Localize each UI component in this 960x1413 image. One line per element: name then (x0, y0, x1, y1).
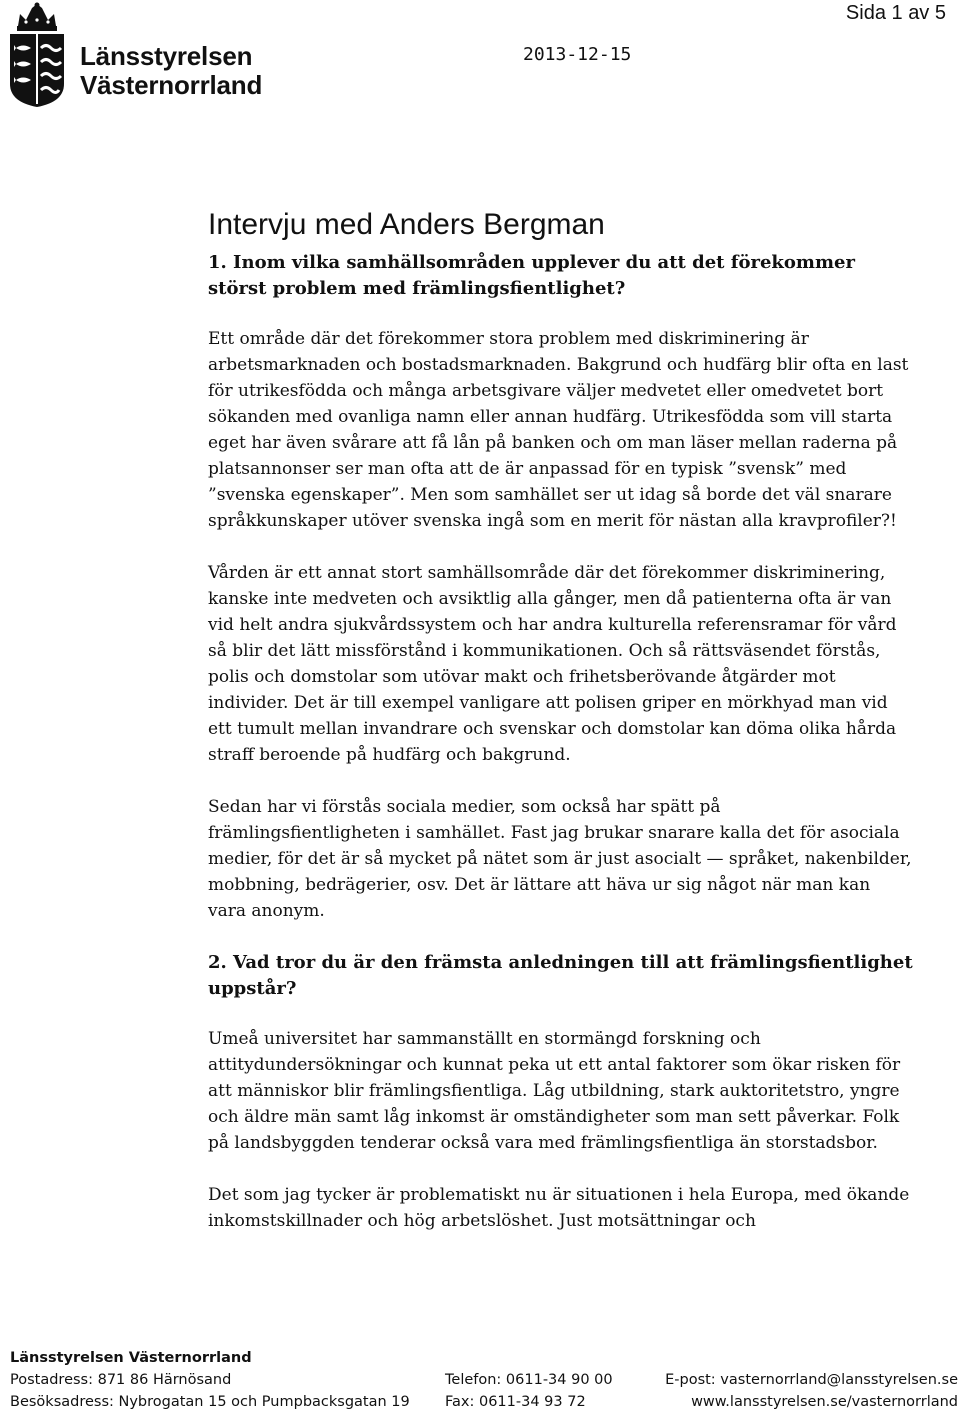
paragraph-3: Sedan har vi förstås sociala medier, som också har spätt på främlingsfientligheten i samhället. Fast jag brukar snarare kalla det för asociala medier, för det är så mycket på nätet som är just asocialt — språket, nakenbilder, mobbning, bedrägerier, osv. Det är lättare att häva ur sig något när man kan vara anonym. (208, 797, 912, 921)
paragraph-2: Vården är ett annat stort samhällsområde där det förekommer diskriminering, kanske inte medveten och avsiktlig alla gånger, men då patienterna ofta är van vid helt andra sjukvårdssystem och har andra kulturella referensramar för vård så blir det lätt missförstånd i kommunikationen. Och så rättsväsendet förstås, polis och domstolar som utövar makt och frihetsberövande åtgärder mot individer. Det är till exempel vanligare att polisen griper en mörkhyad man vid ett tumult mellan invandrare och svenskar och domstolar kan döma olika hårda straff beroende på hudfärg och bakgrund. (208, 563, 897, 765)
footer-org: Länsstyrelsen Västernorrland (10, 1350, 252, 1366)
document-body (208, 200, 913, 1260)
page-title: Intervju med Anders Bergman (208, 208, 605, 241)
question-1: 1. Inom vilka samhällsområden upplever du att det förekommer störst problem med främlingsfientlighet? (208, 252, 855, 299)
org-name-line1: Länsstyrelsen (80, 41, 253, 71)
org-name-line2: Västernorrland (80, 70, 263, 100)
footer-postal-address: Postadress: 871 86 Härnösand (10, 1372, 232, 1388)
page-footer (10, 1347, 960, 1410)
paragraph-1: Ett område där det förekommer stora problem med diskriminering är arbetsmarknaden och bostadsmarknaden. Bakgrund och hudfärg blir ofta en last för utrikesfödda och många arbetsgivare väljer medvetet eller omedvetet bort sökanden med ovanliga namn eller annan hudfärg. Utrikesfödda som vill starta eget har även svårare att få lån på banken och om man läser mellan raderna på platsannonser ser man ofta att de är anpassad för en typisk ”svensk” med ”svenska egenskaper”. Men som samhället ser ut idag så borde det väl snarare språkkunskaper utöver svenska ingå som en merit för nästan alla kravprofiler?! (208, 329, 909, 531)
footer-visit-address: Besöksadress: Nybrogatan 15 och Pumpbacksgatan 19 (10, 1394, 410, 1410)
org-logo (6, 2, 263, 108)
document-date: 2013-12-15 (523, 44, 632, 65)
page-indicator: Sida 1 av 5 (845, 2, 946, 24)
paragraph-4: Umeå universitet har sammanställt en stormängd forskning och attitydundersökningar och kunnat peka ut ett antal faktorer som ökar risken för att människor blir främlingsfientliga. Låg utbildning, stark auktoritetstro, yngre och äldre män samt låg inkomst är omständigheter som man sett påverkar. Folk på landsbyggden tenderar också vara med främlingsfientliga än storstadsbor. (208, 1029, 901, 1153)
question-2: 2. Vad tror du är den främsta anledningen till att främlingsfientlighet uppstår? (208, 952, 913, 999)
paragraph-5: Det som jag tycker är problematiskt nu är situationen i hela Europa, med ökande inkomstskillnader och hög arbetslöshet. Just motsättningar och (208, 1185, 910, 1231)
footer-phone: Telefon: 0611-34 90 00 (445, 1372, 613, 1388)
coat-of-arms-icon (6, 2, 68, 108)
footer-fax: Fax: 0611-34 93 72 (445, 1394, 586, 1410)
footer-email: E-post: vasternorrland@lansstyrelsen.se (665, 1372, 958, 1388)
org-wordmark (80, 42, 262, 100)
footer-website: www.lansstyrelsen.se/vasternorrland (691, 1394, 958, 1410)
